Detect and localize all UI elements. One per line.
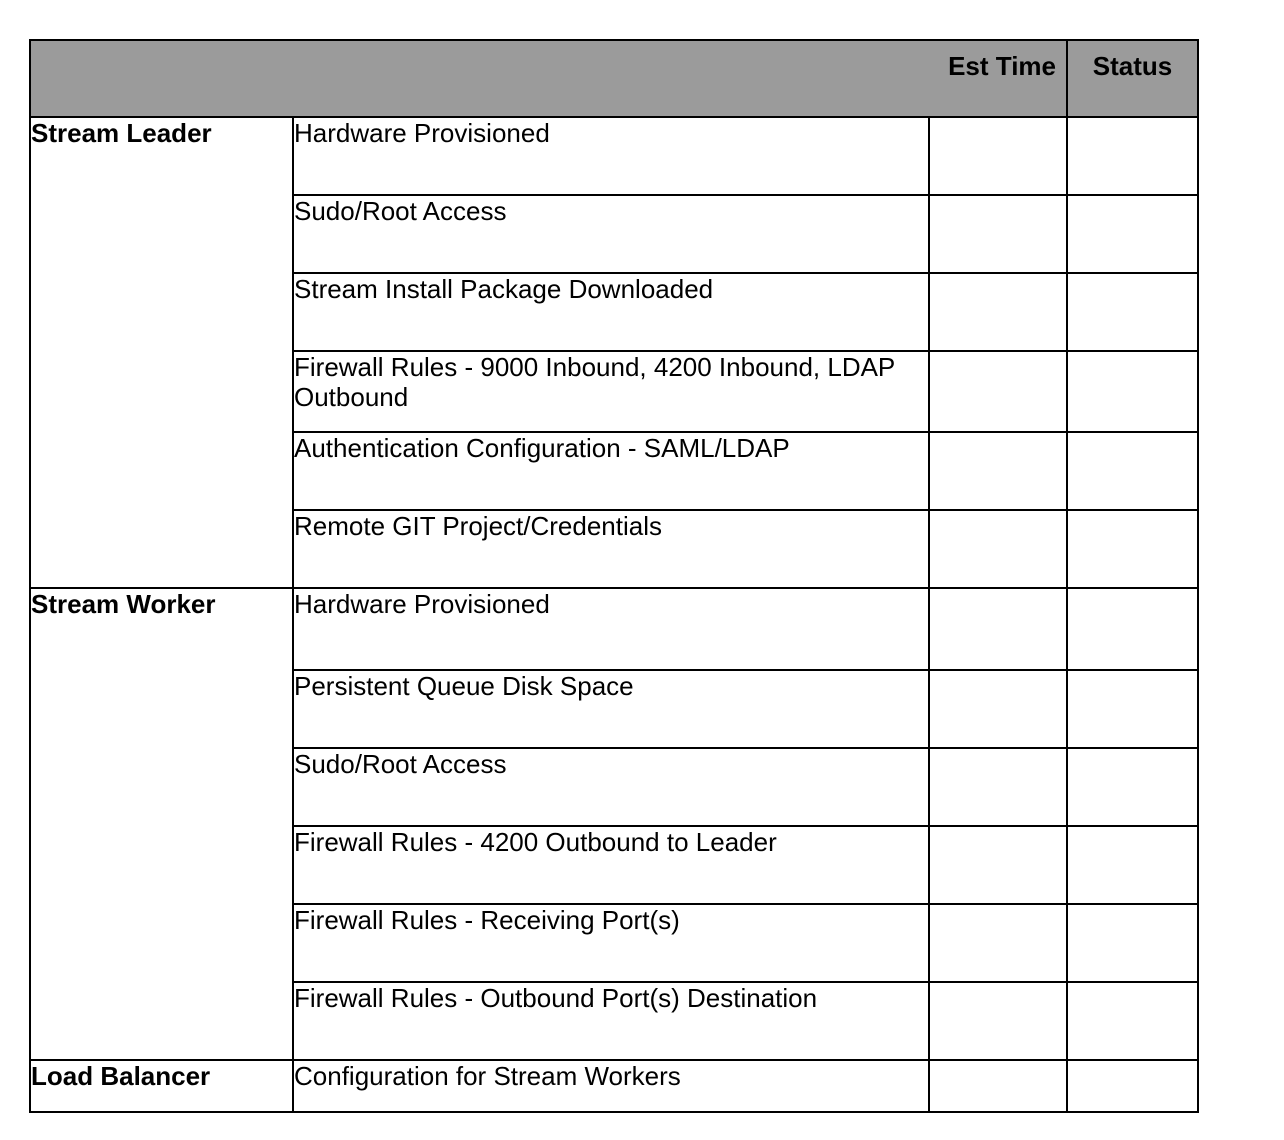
est-time-cell[interactable] — [929, 117, 1067, 195]
table-row — [30, 1060, 1198, 1112]
group-label-load-balancer: Load Balancer — [30, 1060, 293, 1112]
task-label: Firewall Rules - 9000 Inbound, 4200 Inbound, LDAP Outbound — [293, 351, 929, 432]
status-cell[interactable] — [1067, 195, 1198, 273]
task-label: Firewall Rules - Outbound Port(s) Destination — [293, 982, 929, 1060]
status-cell[interactable] — [1067, 588, 1198, 670]
est-time-cell[interactable] — [929, 351, 1067, 432]
est-time-cell[interactable] — [929, 826, 1067, 904]
status-cell[interactable] — [1067, 670, 1198, 748]
est-time-cell[interactable] — [929, 670, 1067, 748]
est-time-cell[interactable] — [929, 195, 1067, 273]
task-label: Persistent Queue Disk Space — [293, 670, 929, 748]
status-cell[interactable] — [1067, 273, 1198, 351]
task-label: Hardware Provisioned — [293, 117, 929, 195]
task-label: Configuration for Stream Workers — [293, 1060, 929, 1112]
status-cell[interactable] — [1067, 510, 1198, 588]
est-time-cell[interactable] — [929, 1060, 1067, 1112]
header-blank-cell — [30, 40, 293, 117]
group-label-stream-leader: Stream Leader — [30, 117, 293, 588]
status-cell[interactable] — [1067, 904, 1198, 982]
status-cell[interactable] — [1067, 432, 1198, 510]
est-time-cell[interactable] — [929, 904, 1067, 982]
est-time-cell[interactable] — [929, 588, 1067, 670]
status-cell[interactable] — [1067, 748, 1198, 826]
task-label: Remote GIT Project/Credentials — [293, 510, 929, 588]
checklist-table — [29, 39, 1199, 1113]
header-status: Status — [1067, 40, 1198, 117]
status-cell[interactable] — [1067, 117, 1198, 195]
task-label: Sudo/Root Access — [293, 195, 929, 273]
table-row — [30, 588, 1198, 670]
status-cell[interactable] — [1067, 826, 1198, 904]
header-est-time: Est Time — [293, 40, 1067, 117]
task-label: Sudo/Root Access — [293, 748, 929, 826]
group-label-stream-worker: Stream Worker — [30, 588, 293, 1060]
est-time-cell[interactable] — [929, 748, 1067, 826]
status-cell[interactable] — [1067, 351, 1198, 432]
est-time-cell[interactable] — [929, 982, 1067, 1060]
task-label: Firewall Rules - 4200 Outbound to Leader — [293, 826, 929, 904]
est-time-cell[interactable] — [929, 432, 1067, 510]
est-time-cell[interactable] — [929, 510, 1067, 588]
task-label: Hardware Provisioned — [293, 588, 929, 670]
table-row — [30, 117, 1198, 195]
task-label: Firewall Rules - Receiving Port(s) — [293, 904, 929, 982]
task-label: Authentication Configuration - SAML/LDAP — [293, 432, 929, 510]
task-label: Stream Install Package Downloaded — [293, 273, 929, 351]
est-time-cell[interactable] — [929, 273, 1067, 351]
status-cell[interactable] — [1067, 982, 1198, 1060]
header-row — [30, 40, 1198, 117]
status-cell[interactable] — [1067, 1060, 1198, 1112]
